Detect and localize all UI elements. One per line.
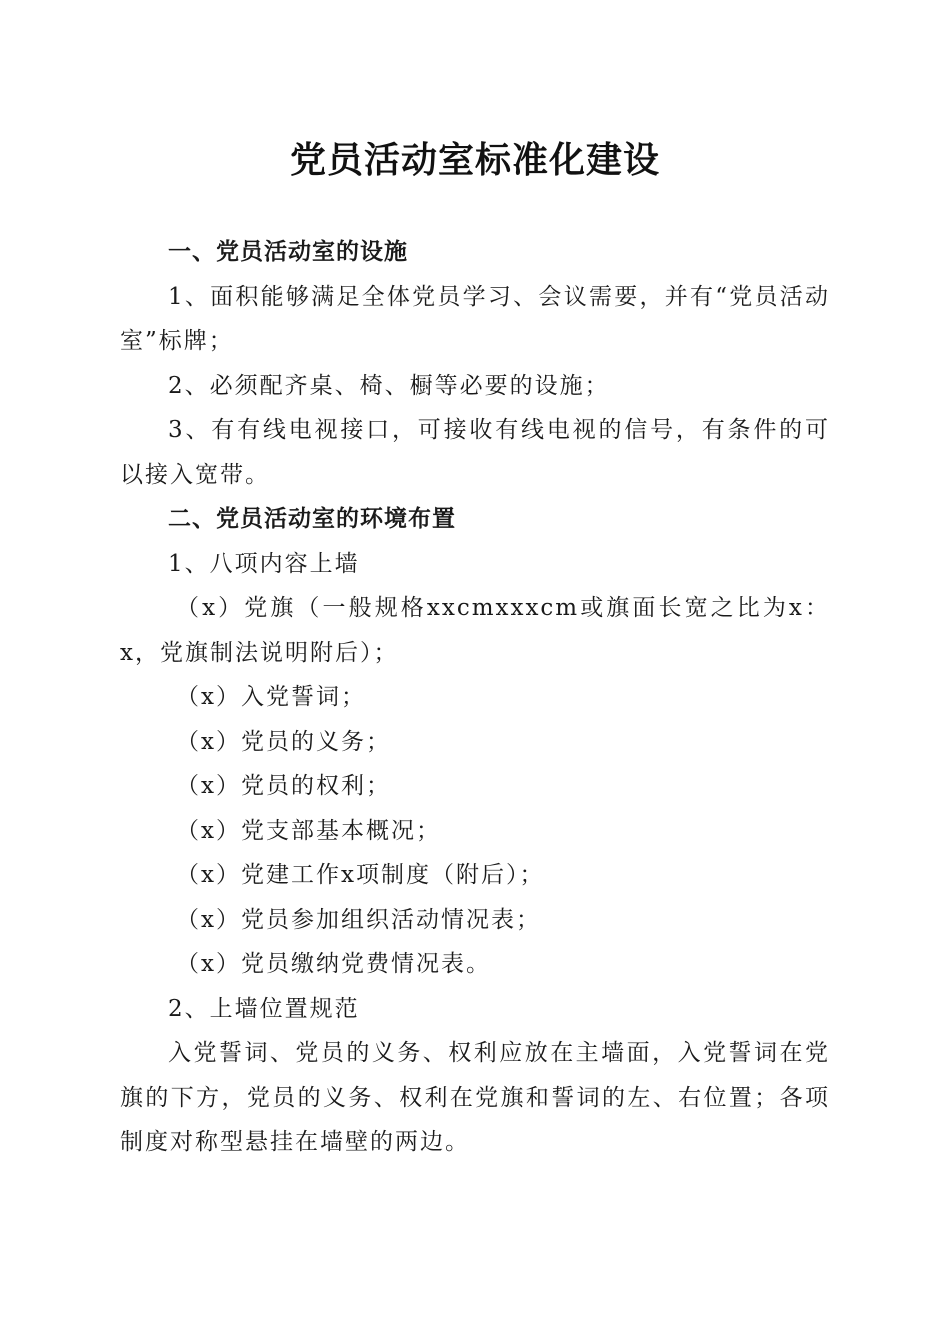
paragraph-placement-heading: 2、上墙位置规范 [168,995,360,1022]
paragraph-furniture: 2、必须配齐桌、椅、橱等必要的设施； [168,372,610,399]
paragraph-placement-rules: 入党誓词、党员的义务、权利应放在主墙面，入党誓词在党旗的下方，党员的义务、权利在党旗和誓词的左、右位置；各项制度对称型悬挂在墙壁的两边。 [120,1040,830,1155]
list-item-dues-table: （x）党员缴纳党费情况表。 [176,951,491,977]
paragraph-cable-tv: 3、有有线电视接口，可接收有线电视的信号，有条件的可以接入宽带。 [120,417,830,488]
section-heading-facilities: 一、党员活动室的设施 [168,239,408,265]
document-title: 党员活动室标准化建设 [289,139,660,181]
list-item-party-flag: （x）党旗（一般规格xxcmxxxcm或旗面长宽之比为x：x，党旗制法说明附后）； [120,595,830,666]
section-heading-environment: 二、党员活动室的环境布置 [168,506,456,532]
list-item-rules: （x）党建工作x项制度（附后）； [176,862,545,888]
list-item-oath: （x）入党誓词； [176,684,366,710]
paragraph-area-requirement: 1、面积能够满足全体党员学习、会议需要，并有“党员活动室”标牌； [120,283,830,354]
list-item-rights: （x）党员的权利； [176,773,391,799]
paragraph-eight-items: 1、八项内容上墙 [168,550,360,577]
list-item-activity-table: （x）党员参加组织活动情况表； [176,906,541,933]
list-item-duties: （x）党员的义务； [176,728,391,755]
document-body [120,230,830,1165]
list-item-branch-overview: （x）党支部基本概况； [176,817,441,844]
